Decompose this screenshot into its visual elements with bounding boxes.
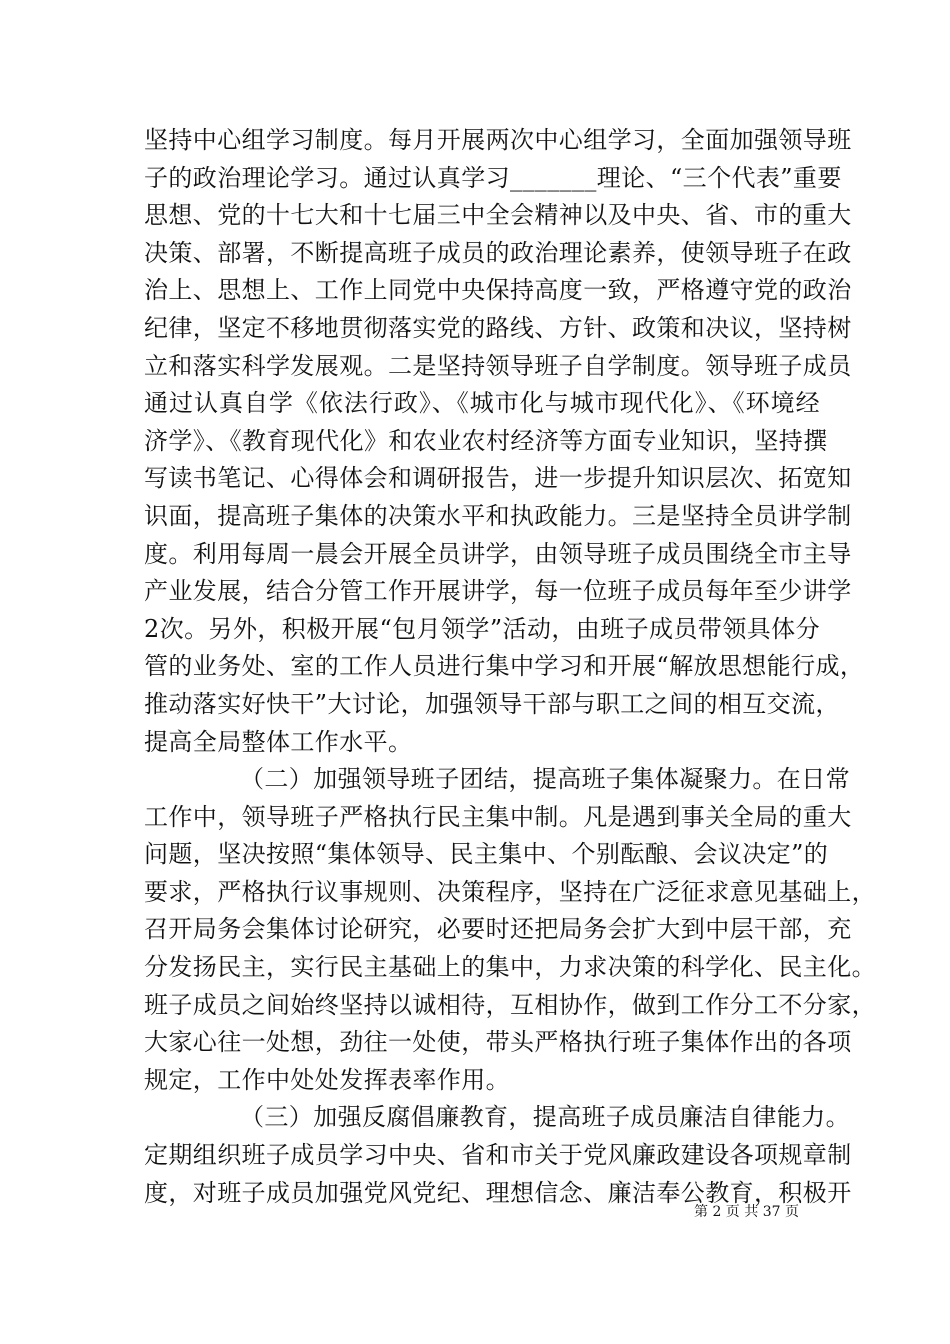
text-line: 产业发展，结合分管工作开展讲学，每一位班子成员每年至少讲学 (144, 577, 852, 606)
text-line: 济学》、《教育现代化》和农业农村经济等方面专业知识，坚持撰 (144, 426, 828, 455)
text-line: 治上、思想上、工作上同党中央保持高度一致，严格遵守党的政治 (144, 276, 852, 305)
text-line: 管的业务处、室的工作人员进行集中学习和开展“解放思想能行成， (144, 652, 865, 681)
paragraph-heading-line: （三）加强反腐倡廉教育，提高班子成员廉洁自律能力。 (240, 1103, 850, 1132)
paragraph-heading-line: （二）加强领导班子团结，提高班子集体凝聚力。在日常 (240, 765, 850, 794)
text-line: 子的政治理论学习。通过认真学习_______理论、“三个代表”重要 (144, 163, 842, 192)
text-line: 通过认真自学《依法行政》、《城市化与城市现代化》、《环境经 (144, 389, 820, 418)
text-line: 班子成员之间始终坚持以诚相待，互相协作，做到工作分工不分家， (144, 990, 876, 1019)
text-line: 推动落实好快干”大讨论，加强领导干部与职工之间的相互交流， (144, 689, 840, 718)
text-line: 定期组织班子成员学习中央、省和市关于党风廉政建设各项规章制 (144, 1141, 852, 1170)
text-line: 立和落实科学发展观。二是坚持领导班子自学制度。领导班子成员 (144, 351, 852, 380)
text-line: 召开局务会集体讨论研究，必要时还把局务会扩大到中层干部，充 (144, 915, 852, 944)
text-line: 问题，坚决按照“集体领导、民主集中、个别酝酿、会议决定”的 (144, 840, 829, 869)
text-line: 规定，工作中处处发挥表率作用。 (144, 1065, 510, 1094)
text-line: 要求，严格执行议事规则、决策程序，坚持在广泛征求意见基础上， (144, 877, 876, 906)
text-line: 写读书笔记、心得体会和调研报告，进一步提升知识层次、拓宽知 (144, 464, 852, 493)
body-text (144, 122, 876, 1212)
text-line: 提高全局整体工作水平。 (144, 727, 413, 756)
text-line: 分发扬民主，实行民主基础上的集中，力求决策的科学化、民主化。 (144, 953, 876, 982)
text-line: 识面，提高班子集体的决策水平和执政能力。三是坚持全员讲学制 (144, 501, 852, 530)
text-line: 2次。另外，积极开展“包月领学”活动，由班子成员带领具体分 (144, 614, 820, 643)
page-number: 第 2 页 共 37 页 (694, 1204, 799, 1220)
text-line: 思想、党的十七大和十七届三中全会精神以及中央、省、市的重大 (144, 201, 852, 230)
text-line: 度，对班子成员加强党风党纪、理想信念、廉洁奉公教育，积极开 (144, 1178, 852, 1207)
text-line: 坚持中心组学习制度。每月开展两次中心组学习，全面加强领导班 (144, 126, 852, 154)
text-line: 度。利用每周一晨会开展全员讲学，由领导班子成员围绕全市主导 (144, 539, 852, 568)
text-line: 工作中，领导班子严格执行民主集中制。凡是遇到事关全局的重大 (144, 802, 852, 831)
text-line: 纪律，坚定不移地贯彻落实党的路线、方针、政策和决议，坚持树 (144, 313, 852, 342)
text-line: 决策、部署，不断提高班子成员的政治理论素养，使领导班子在政 (144, 238, 852, 267)
text-line: 大家心往一处想，劲往一处使，带头严格执行班子集体作出的各项 (144, 1028, 852, 1057)
